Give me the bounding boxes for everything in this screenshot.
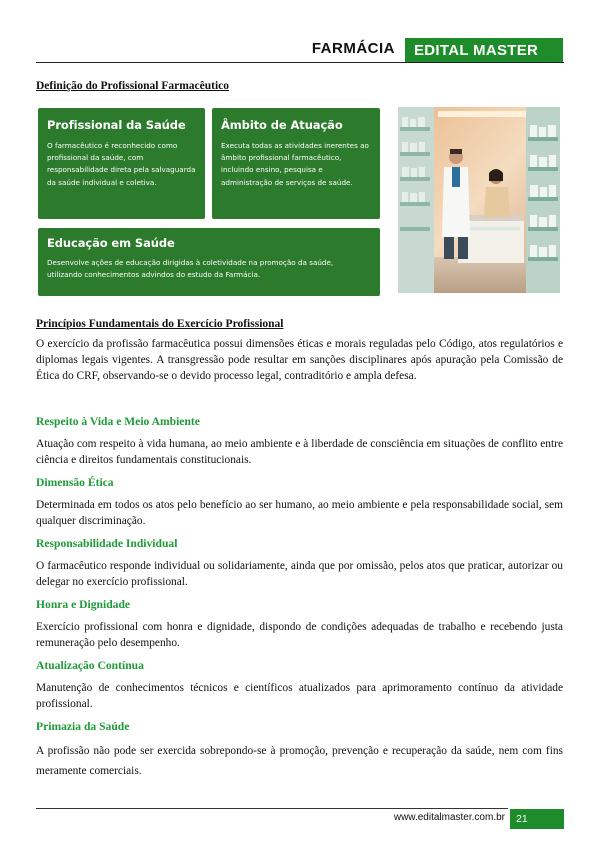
card-educacao-saude [38, 228, 380, 296]
card-title: Profissional da Saúde [47, 118, 186, 132]
principle-title: Atualização Contínua [36, 659, 144, 672]
info-cards [38, 108, 380, 296]
card-profissional-saude [38, 108, 205, 219]
card-text: Executa todas as atividades inerentes ao âmbito profissional farmacêutico, incluindo ensino, pesquisa e administração de serviços de saúde. [221, 141, 369, 187]
pharmacist-at-counter-image [398, 107, 560, 293]
section-title-principios: Princípios Fundamentais do Exercício Profissional [36, 318, 284, 330]
page-number: 21 [510, 809, 564, 829]
footer-divider [36, 808, 508, 809]
principle-title: Dimensão Ética [36, 476, 114, 489]
principle-text: Atuação com respeito à vida humana, ao meio ambiente e à liberdade de consciência em situações de conflito entre ciência e direitos fundamentais constitucionais. [36, 438, 563, 466]
section-title-definicao: Definição do Profissional Farmacêutico [36, 80, 230, 92]
principle-text: A profissão não pode ser exercida sobrepondo-se à promoção, prevenção e recuperação da saúde, nem com fins meramente comerciais. [36, 745, 563, 777]
card-ambito-atuacao [212, 108, 380, 219]
principle-text: Determinada em todos os atos pelo benefício ao ser humano, ao meio ambiente e pela responsabilidade social, sem qualquer discriminação. [36, 499, 563, 527]
principle-title: Honra e Dignidade [36, 598, 131, 611]
principle-text: O farmacêutico responde individual ou solidariamente, ainda que por omissão, pelos atos que praticar, autorizar ou delegar no exercício profissional. [36, 560, 563, 588]
principle-title: Respeito à Vida e Meio Ambiente [36, 415, 200, 428]
card-text: O farmacêutico é reconhecido como profissional da saúde, com responsabilidade direta pela salvaguarda da saúde individual e coletiva. [47, 141, 196, 187]
header-subject: FARMÁCIA [311, 40, 395, 57]
principle-text: Exercício profissional com honra e dignidade, dispondo de condições adequadas de trabalho e recebendo justa remuneração pelo desempenho. [36, 621, 563, 649]
header-brand-badge: EDITAL MASTER [405, 38, 563, 63]
card-title: Educação em Saúde [47, 236, 175, 250]
principle-title: Responsabilidade Individual [36, 537, 178, 550]
card-text: Desenvolve ações de educação dirigidas à coletividade na promoção da saúde, utilizando conhecimentos advindos do estudo da Farmácia. [47, 258, 334, 280]
principle-title: Primazia da Saúde [36, 720, 130, 733]
card-title: Âmbito de Atuação [221, 118, 343, 132]
header-divider [36, 62, 564, 63]
principle-text: Manutenção de conhecimentos técnicos e científicos atualizados para aprimoramento contínuo da atividade profissional. [36, 682, 563, 710]
footer-url: www.editalmaster.com.br [393, 812, 505, 823]
intro-paragraph: O exercício da profissão farmacêutica possui dimensões éticas e morais reguladas pelo Código, atos regulatórios e diplomas legais vigentes. A transgressão pode resultar em sanções disciplinares após apuração pela Comissão de Ética do CRF, observando-se o devido processo legal, contraditório e ampla defesa. [36, 338, 563, 382]
